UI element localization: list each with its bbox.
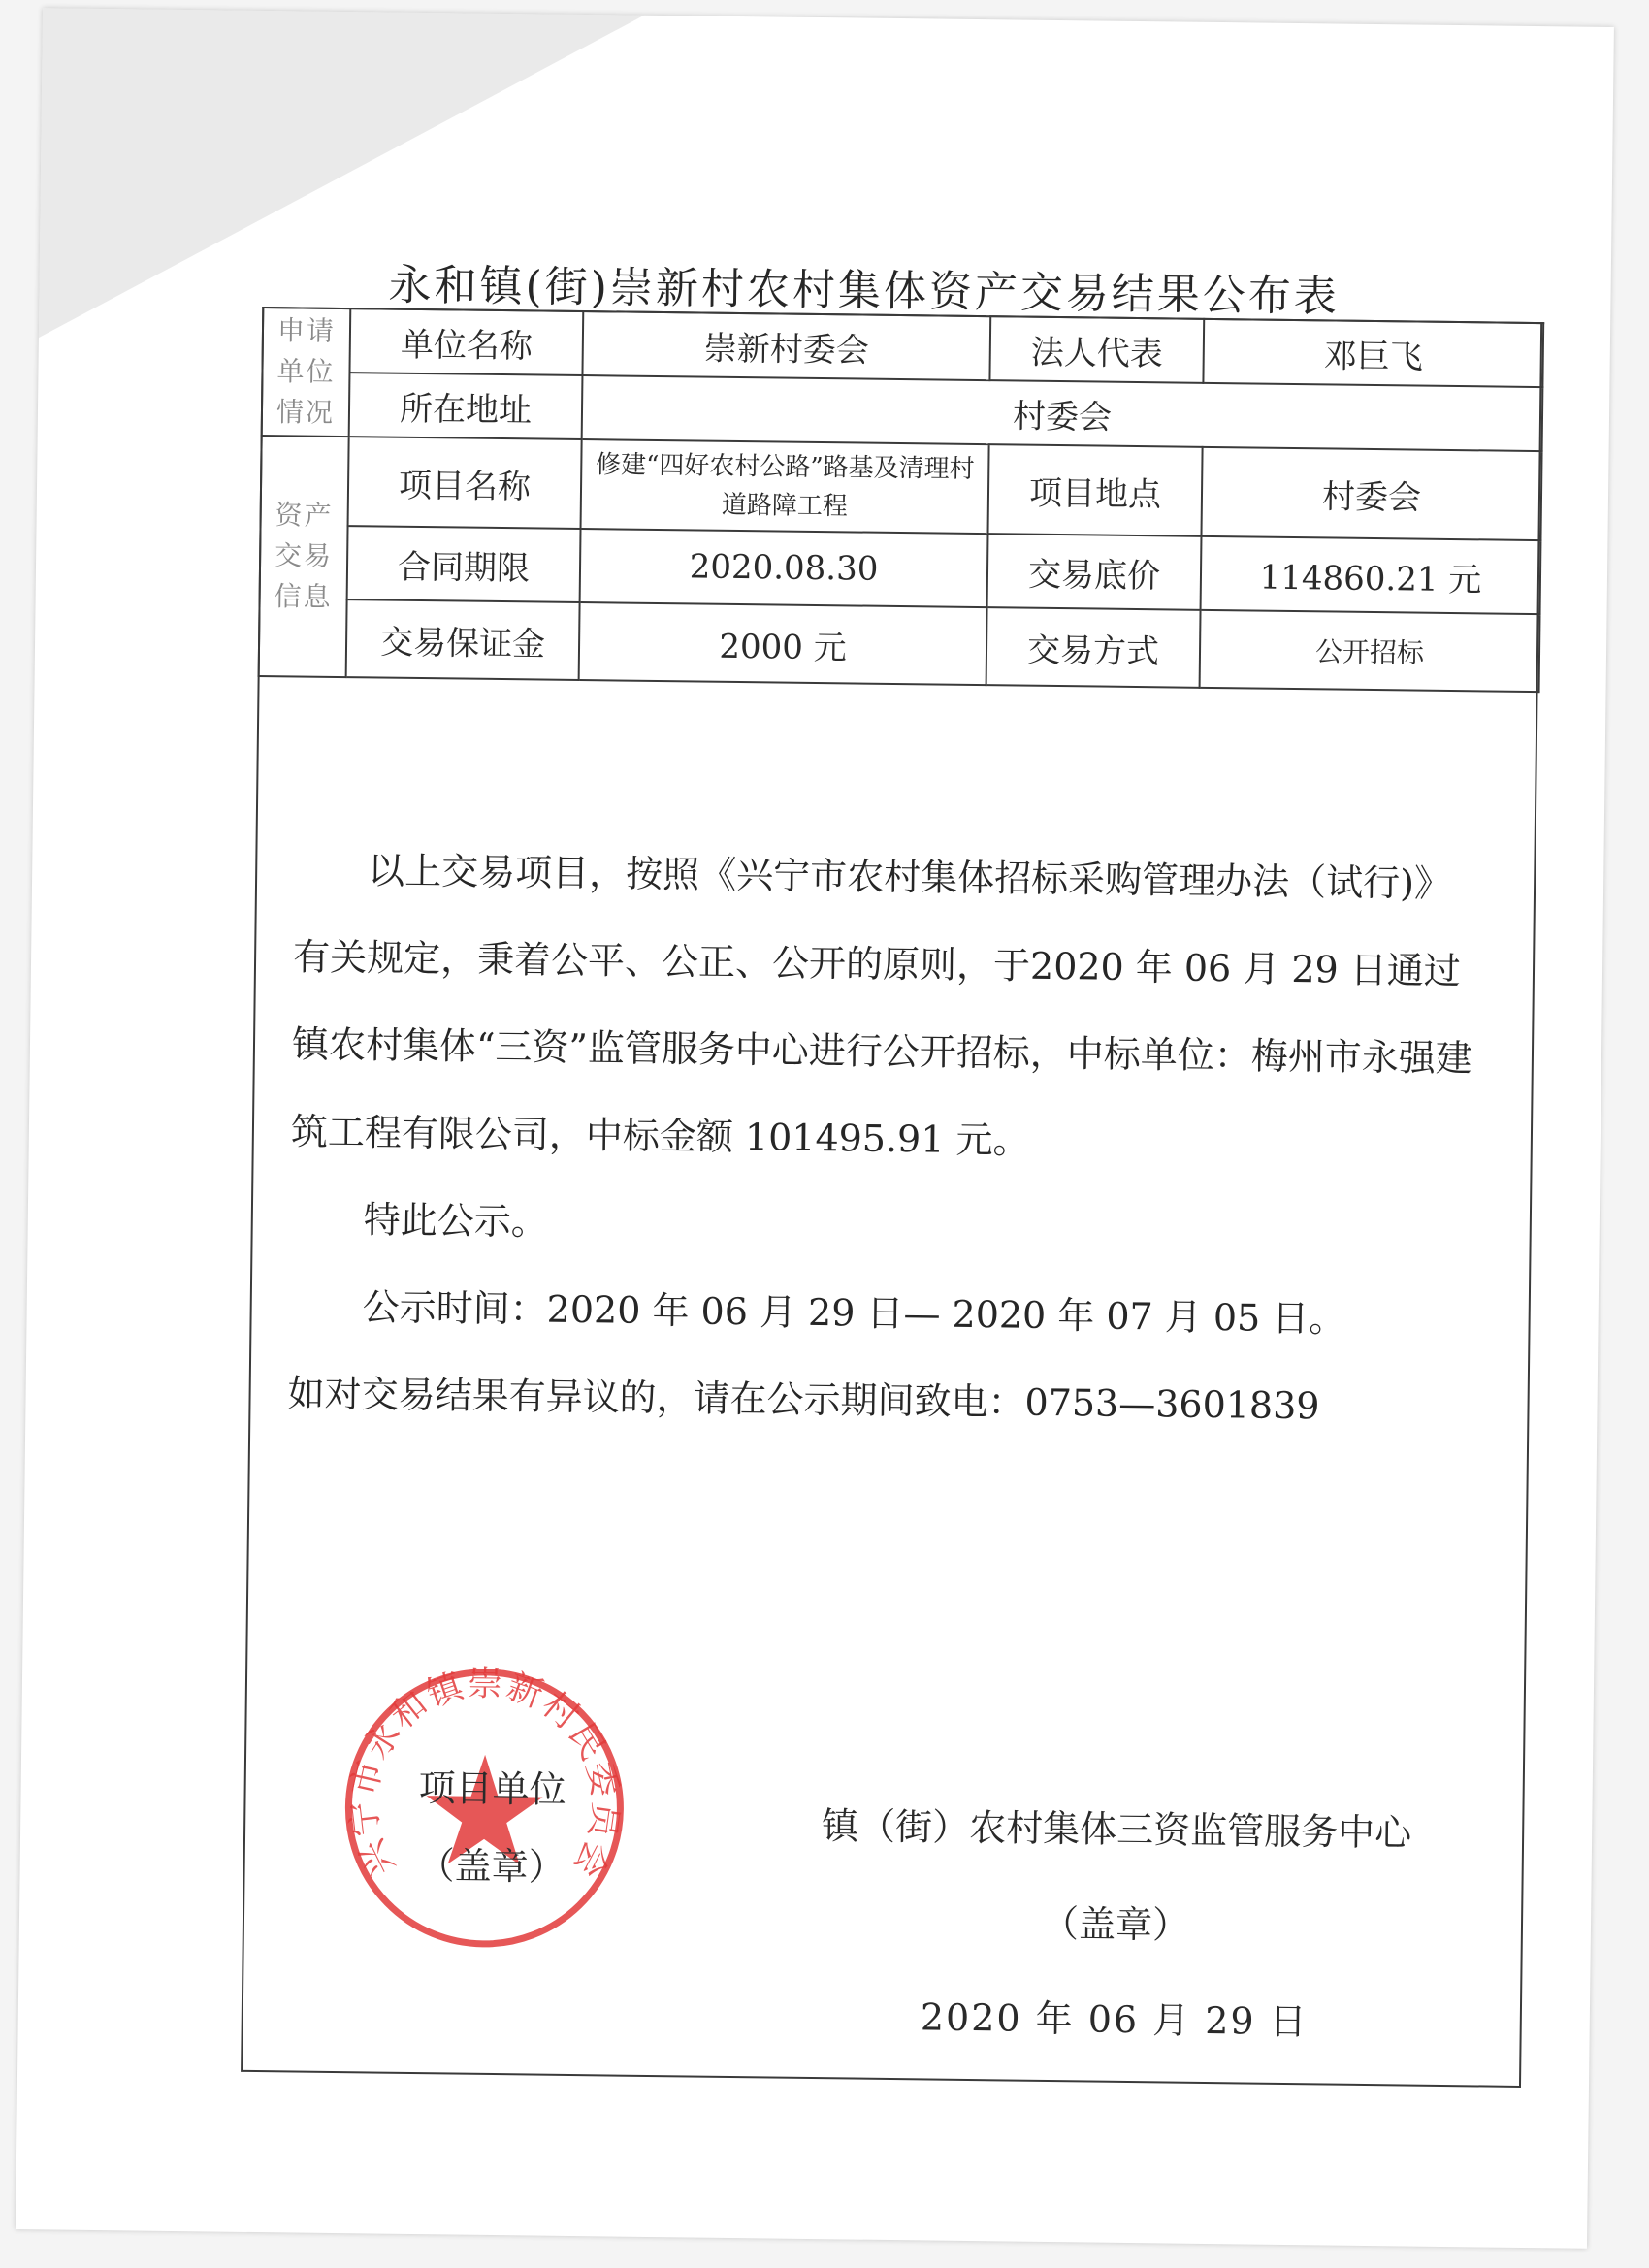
notice-paragraph: 以上交易项目，按照《兴宁市农村集体招标采购管理办法（试行)》有关规定，秉着公平、公正、公开的原则，于2020 年 06 月 29 日通过镇农村集体“三资”监管服务中心进行公开招标，中标单位：梅州市永强建筑工程有限公司，中标金额 101495.91 元。: [290, 849, 1473, 1162]
section-label-applicant: 申请单位情况: [262, 308, 351, 437]
project-location-label: 项目地点: [988, 444, 1203, 536]
objection-contact: 如对交易结果有异议的，请在公示期间致电：0753—3601839: [287, 1372, 1320, 1428]
contract-period-value: 2020.08.30: [580, 529, 988, 607]
document-sheet: [16, 8, 1614, 2249]
project-name-label: 项目名称: [348, 437, 582, 529]
deposit-label: 交易保证金: [346, 599, 580, 680]
unit-name-value: 崇新村委会: [582, 311, 990, 380]
contract-period-label: 合同期限: [347, 526, 581, 602]
publicity-period: 公示时间：2020 年 06 月 29 日— 2020 年 07 月 05 日。: [362, 1285, 1346, 1341]
table-row: [259, 599, 1540, 692]
address-value: 村委会: [582, 375, 1543, 451]
notice-body: [287, 826, 1478, 1451]
notice-paragraph: 特此公示。: [363, 1198, 549, 1244]
center-seal-note: （盖章）: [1041, 1901, 1190, 1947]
section-label-asset: 资产交易信息: [259, 436, 349, 677]
address-label: 所在地址: [349, 373, 583, 439]
signature-date: 2020 年 06 月 29 日: [920, 1995, 1309, 2044]
deposit-value: 2000 元: [579, 602, 987, 685]
center-name: 镇（街）农村集体三资监管服务中心: [821, 1804, 1412, 1855]
method-label: 交易方式: [986, 607, 1201, 688]
page-title: 永和镇(街)崇新村农村集体资产交易结果公布表: [388, 260, 1341, 322]
base-price-value: 114860.21 元: [1201, 536, 1541, 614]
project-unit-label: 项目单位: [418, 1766, 566, 1811]
svg-text:兴宁市永和镇崇新村民委员会: 兴宁市永和镇崇新村民委员会: [343, 1664, 626, 1886]
method-value: 公开招标: [1200, 610, 1540, 692]
info-table: [258, 307, 1545, 693]
project-unit-seal-note: （盖章）: [417, 1844, 566, 1889]
project-name-value: 修建“四好农村公路”路基及清理村道路障工程: [581, 439, 989, 534]
base-price-label: 交易底价: [987, 534, 1202, 610]
table-row: [261, 436, 1542, 540]
project-location-value: 村委会: [1201, 447, 1541, 540]
center-signature: [764, 1777, 1467, 2071]
legal-rep-value: 邓巨飞: [1203, 319, 1543, 387]
unit-name-label: 单位名称: [349, 308, 583, 375]
legal-rep-label: 法人代表: [989, 316, 1204, 383]
project-unit-signature: [417, 1749, 566, 1906]
